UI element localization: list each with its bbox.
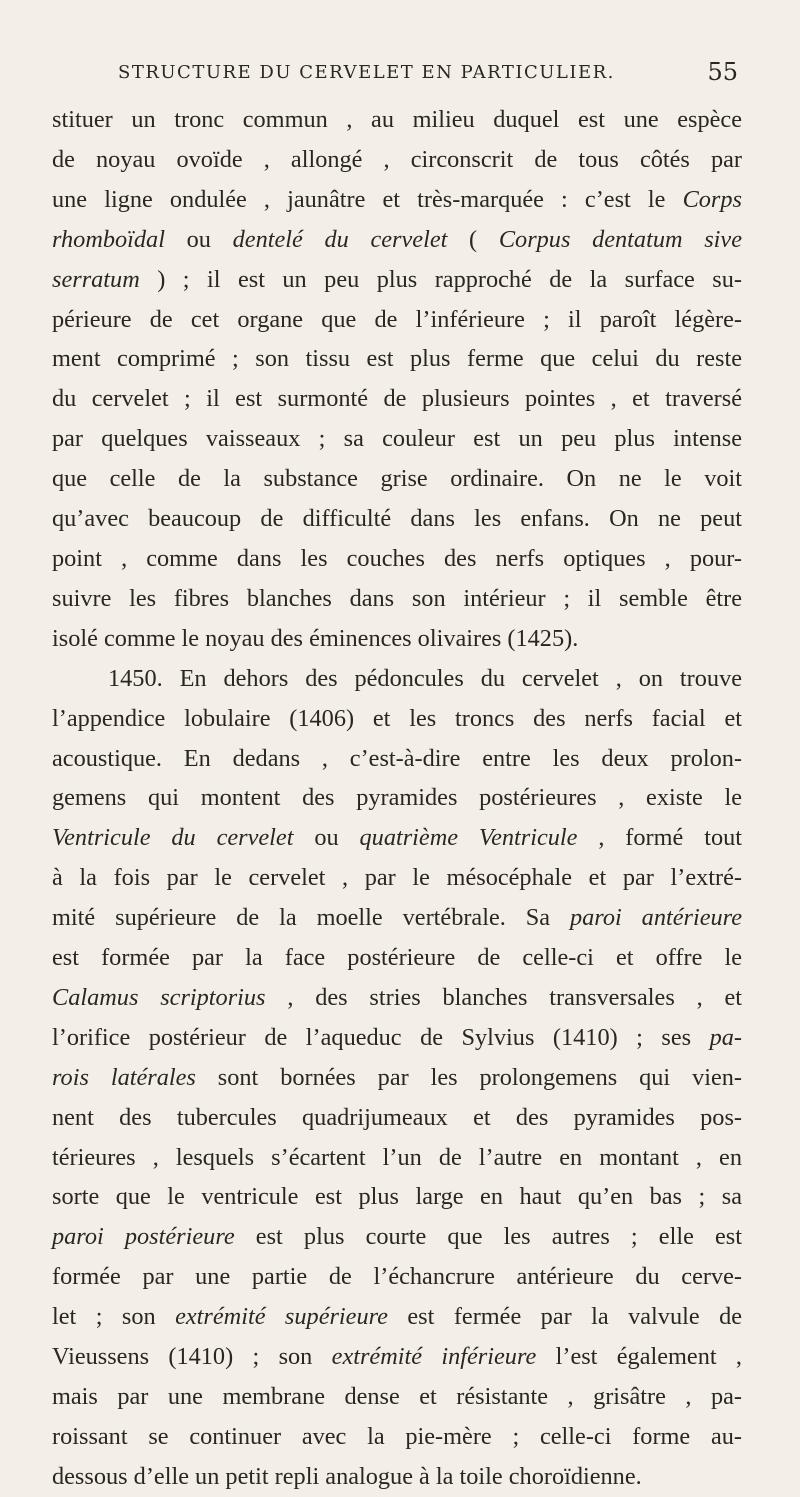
text-line	[52, 1018, 742, 1058]
text-segment: mais par une membrane dense et résistante , grisâtre , pa-	[52, 1383, 742, 1410]
text-segment: suivre les fibres blanches dans son intérieur ; il semble être	[52, 584, 742, 612]
text-segment: ) ; il est un peu plus rapproché de la surface su-	[139, 265, 742, 293]
text-line	[52, 818, 742, 858]
text-segment: isolé comme le noyau des éminences olivaires (1425).	[52, 624, 579, 652]
italic-text: extrémité inférieure	[331, 1343, 537, 1371]
text-line	[52, 938, 742, 978]
text-line	[52, 1257, 742, 1297]
text-segment: acoustique. En dedans , c’est-à-dire entre les deux prolon-	[52, 744, 742, 772]
text-segment: l’est également ,	[536, 1343, 742, 1371]
text-line	[52, 739, 742, 779]
text-segment: ou	[293, 824, 360, 852]
text-segment: que celle de la substance grise ordinaire. On ne le voit	[52, 465, 742, 493]
text-segment: roissant se continuer avec la pie-mère ; celle-ci forme au-	[52, 1422, 742, 1450]
text-segment: point , comme dans les couches des nerfs optiques , pour-	[52, 544, 742, 572]
text-segment: périeure de cet organe que de l’inférieure ; il paroît légère-	[52, 305, 742, 333]
text-line	[52, 1417, 742, 1457]
text-segment: gemens qui montent des pyramides postérieures , existe le	[52, 784, 742, 812]
text-line	[52, 1457, 742, 1497]
text-segment: térieures , lesquels s’écartent l’un de l’autre en montant , en	[52, 1143, 742, 1171]
italic-text: rois latérales	[52, 1063, 196, 1091]
text-line	[52, 539, 742, 579]
text-line	[52, 619, 742, 659]
text-line	[52, 778, 742, 818]
text-segment: l’appendice lobulaire (1406) et les troncs des nerfs facial et	[52, 704, 742, 732]
italic-text: serratum	[52, 265, 140, 293]
text-line	[52, 180, 742, 220]
italic-text: rhomboïdal	[52, 225, 165, 253]
text-line	[52, 220, 742, 260]
italic-text: pa-	[709, 1023, 742, 1051]
text-line	[52, 459, 742, 499]
text-segment: qu’avec beaucoup de difficulté dans les enfans. On ne peut	[52, 505, 742, 533]
text-line	[52, 1217, 742, 1257]
text-line	[52, 499, 742, 539]
text-line	[52, 1098, 742, 1138]
italic-text: paroi postérieure	[52, 1223, 235, 1251]
text-line	[52, 339, 742, 379]
text-segment: dessous d’elle un petit repli analogue à la toile choroïdienne.	[52, 1462, 642, 1490]
text-segment: du cervelet ; il est surmonté de plusieurs pointes , et traversé	[52, 385, 742, 413]
text-segment: sont bornées par les prolongemens qui vien-	[195, 1063, 742, 1091]
text-line	[52, 260, 742, 300]
text-line	[52, 100, 742, 140]
italic-text: Corpus dentatum sive	[498, 225, 742, 253]
body-text	[52, 100, 742, 1497]
text-line	[52, 579, 742, 619]
text-segment: nent des tubercules quadrijumeaux et des pyramides pos-	[52, 1103, 742, 1131]
text-segment: , des stries blanches transversales , et	[265, 983, 742, 1011]
italic-text: Ventricule du cervelet	[52, 824, 294, 852]
text-segment: est fermée par la valvule de	[387, 1303, 743, 1331]
text-segment: est formée par la face postérieure de celle-ci et offre le	[52, 944, 742, 972]
text-segment: par quelques vaisseaux ; sa couleur est un peu plus intense	[52, 425, 742, 453]
text-line	[52, 419, 742, 459]
text-segment: , formé tout	[577, 824, 742, 852]
text-segment: stituer un tronc commun , au milieu duquel est une espèce	[52, 106, 742, 133]
text-line	[52, 140, 742, 180]
text-line	[52, 1138, 742, 1178]
text-line	[52, 1058, 742, 1098]
text-line	[52, 1177, 742, 1217]
text-line	[52, 978, 742, 1018]
text-line	[52, 300, 742, 340]
italic-text: quatrième Ventricule	[359, 824, 578, 852]
text-segment: let ; son	[52, 1303, 176, 1331]
text-segment: formée par une partie de l’échancrure antérieure du cerve-	[52, 1263, 742, 1291]
text-line	[52, 1297, 742, 1337]
text-segment: mité supérieure de la moelle vertébrale. Sa	[52, 904, 570, 932]
text-line	[52, 1337, 742, 1377]
text-line	[52, 1377, 742, 1417]
text-line	[52, 659, 742, 699]
text-segment: Vieussens (1410) ; son	[52, 1343, 332, 1371]
text-line	[52, 898, 742, 938]
page-number: 55	[707, 58, 738, 86]
italic-text: Corps	[682, 185, 742, 213]
text-segment: ou	[164, 225, 233, 253]
italic-text: Calamus scriptorius	[52, 983, 266, 1011]
text-segment: une ligne ondulée , jaunâtre et très-marquée : c’est le	[52, 185, 683, 213]
text-segment: l’orifice postérieur de l’aqueduc de Sylvius (1410) ; ses	[52, 1023, 710, 1051]
text-segment: (	[447, 225, 499, 253]
italic-text: extrémité supérieure	[175, 1303, 388, 1331]
text-segment: est plus courte que les autres ; elle est	[234, 1223, 742, 1251]
text-segment: de noyau ovoïde , allongé , circonscrit de tous côtés par	[52, 145, 742, 173]
text-line	[52, 379, 742, 419]
italic-text: paroi antérieure	[570, 904, 742, 932]
text-segment: 1450. En dehors des pédoncules du cervelet , on trouve	[108, 664, 742, 692]
text-line	[52, 699, 742, 739]
text-segment: sorte que le ventricule est plus large en haut qu’en bas ; sa	[52, 1183, 742, 1211]
text-segment: ment comprimé ; son tissu est plus ferme que celui du reste	[52, 345, 742, 373]
text-line	[52, 858, 742, 898]
text-segment: à la fois par le cervelet , par le mésocéphale et par l’extré-	[52, 864, 742, 892]
running-title: STRUCTURE DU CERVELET EN PARTICULIER.	[118, 62, 615, 83]
italic-text: dentelé du cervelet	[232, 225, 448, 253]
